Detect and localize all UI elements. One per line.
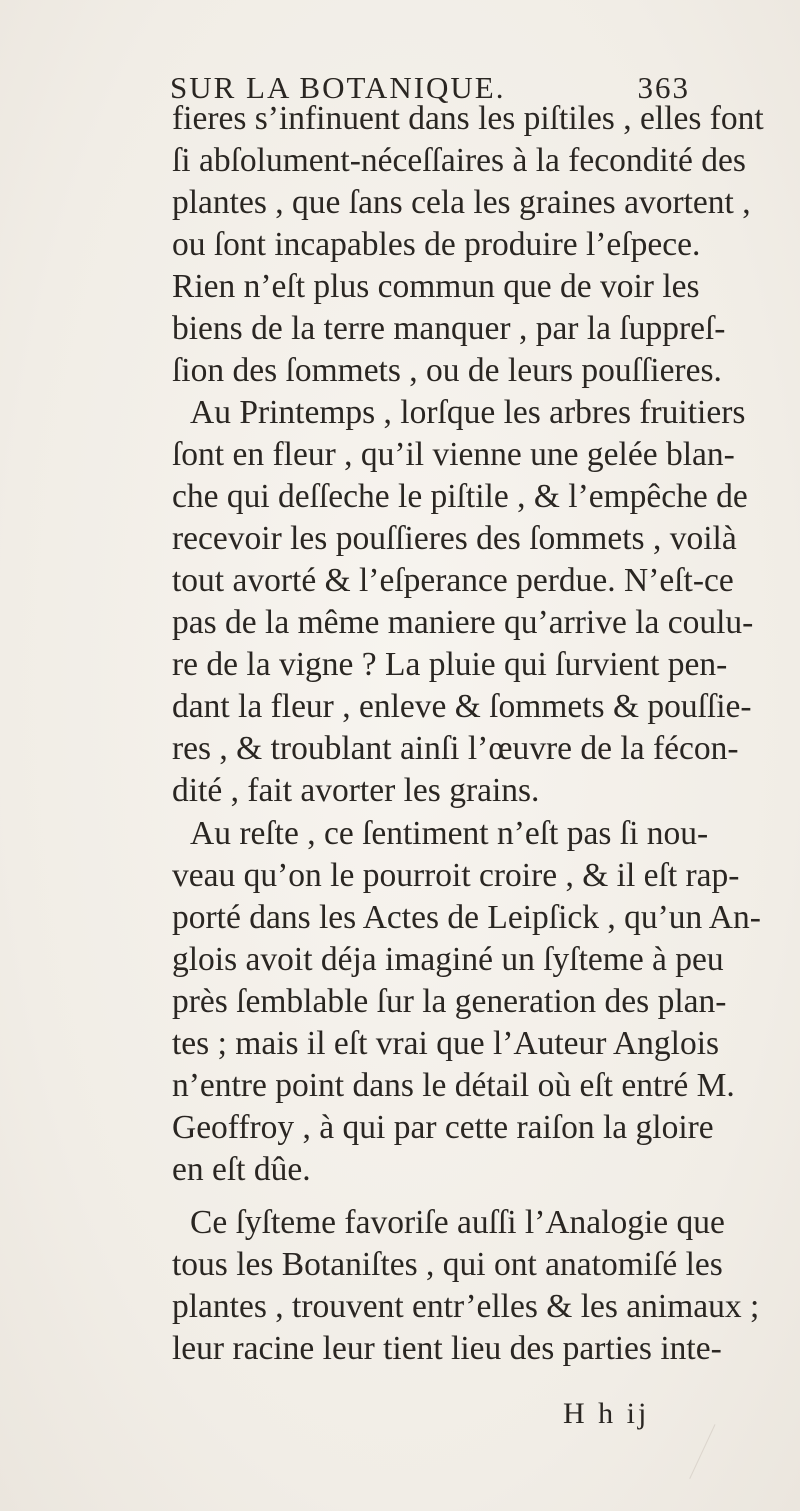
running-title: SUR LA BOTANIQUE. [170, 70, 506, 105]
text-line: en eſt dûe. [172, 1151, 311, 1188]
text-line: pas de la même maniere qu’arrive la coulu- [172, 604, 754, 641]
text-line: res , & troublant ainſi l’œuvre de la fécon- [172, 730, 739, 767]
text-line: ſion des ſommets , ou de leurs pouſſieres. [172, 352, 722, 389]
text-line: che qui deſſeche le piſtile , & l’empêche de [172, 478, 748, 515]
text-line: glois avoit déja imaginé un ſyſteme à peu [172, 941, 724, 978]
signature-mark: H h ij [563, 1397, 650, 1430]
text-line: ſont en fleur , qu’il vienne une gelée blan- [172, 436, 735, 473]
text-line: tes ; mais il eſt vrai que l’Auteur Anglois [172, 1025, 720, 1062]
text-line: leur racine leur tient lieu des parties inte- [172, 1330, 722, 1367]
text-line: ou ſont incapables de produire l’eſpece. [172, 226, 701, 263]
text-line: près ſemblable ſur la generation des plan- [172, 983, 727, 1020]
page-number: 363 [637, 70, 690, 105]
text-line: tout avorté & l’eſperance perdue. N’eſt-ce [172, 562, 734, 599]
text-line: tous les Botaniſtes , qui ont anatomiſé les [172, 1246, 723, 1283]
text-line: Au Printemps , lorſque les arbres fruitiers [190, 394, 746, 431]
text-line: plantes , trouvent entr’elles & les animaux ; [172, 1288, 760, 1325]
text-line: veau qu’on le pourroit croire , & il eſt rap- [172, 857, 740, 894]
text-line: ſi abſolument-néceſſaires à la fecondité des [172, 142, 746, 179]
text-line: plantes , que ſans cela les graines avortent , [172, 184, 751, 221]
text-line: re de la vigne ? La pluie qui ſurvient pen- [172, 646, 728, 683]
text-line: dité , fait avorter les grains. [172, 772, 540, 809]
text-line: Au reſte , ce ſentiment n’eſt pas ſi nou- [190, 815, 709, 852]
text-line: fieres s’infinuent dans les piſtiles , elles font [172, 100, 764, 137]
paper-crease [689, 1424, 752, 1496]
text-line: Geoffroy , à qui par cette raiſon la gloire [172, 1109, 714, 1146]
text-line: dant la fleur , enleve & ſommets & pouſſie- [172, 688, 752, 725]
text-line: Ce ſyſteme favoriſe auſſi l’Analogie que [190, 1204, 725, 1241]
text-line: porté dans les Actes de Leipſick , qu’un An- [172, 899, 761, 936]
text-line: biens de la terre manquer , par la ſuppreſ- [172, 310, 726, 347]
text-line: Rien n’eſt plus commun que de voir les [172, 268, 700, 305]
text-line: n’entre point dans le détail où eſt entré M. [172, 1067, 735, 1104]
text-line: recevoir les pouſſieres des ſommets , voilà [172, 520, 737, 557]
